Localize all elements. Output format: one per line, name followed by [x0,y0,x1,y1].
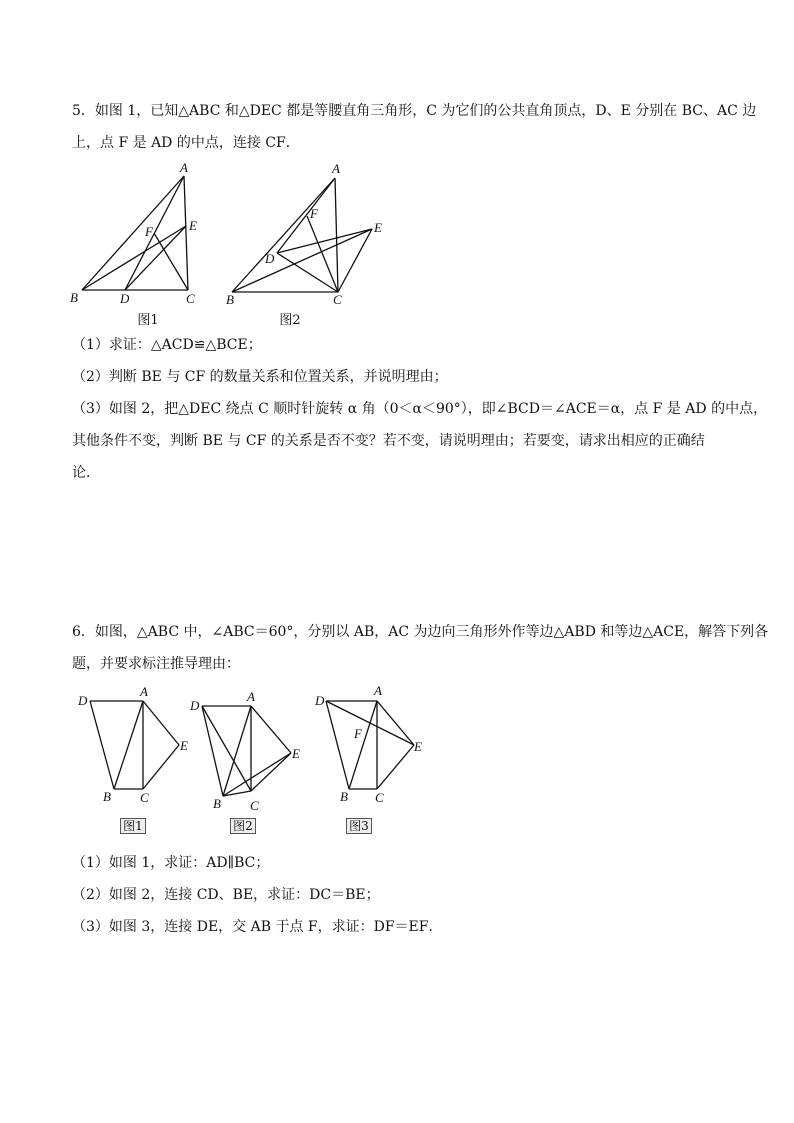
problem6-figure1-caption [118,818,148,834]
point-label-E: E [189,218,197,233]
segment-DB [202,706,223,796]
problem5-figure1 [70,160,210,310]
problem5-figure2 [222,158,392,310]
point-label-F: F [145,224,153,239]
problem5-statement-line1: 5．如图 1，已知△ABC 和△DEC 都是等腰直角三角形，C 为它们的公共直角顶点，D、E 分别在 BC、AC 边 [72,103,757,119]
problem5-figure1-caption: 图1 [137,313,159,328]
segment-DA [277,178,335,253]
segment-FC [307,216,338,292]
problem6-statement-line2: 题，并要求标注推导理由： [72,656,240,672]
segment-AC [335,178,338,292]
point-label-A: A [374,683,382,698]
problem6-figure3 [312,682,432,807]
point-label-D: D [315,693,325,708]
segment-BA [232,178,335,292]
point-label-F: F [354,726,362,741]
problem6-figure1 [76,684,191,809]
segment-CE [143,745,179,789]
segment-DC [277,253,338,292]
point-label-E: E [180,738,188,753]
point-label-D: D [265,251,275,266]
point-label-B: B [226,292,234,307]
problem5-question3-line2: 其他条件不变，判断 BE 与 CF 的关系是否不变？若不变，请说明理由；若要变，请求出相应的正确结 [72,433,705,449]
point-label-D: D [190,698,200,713]
segment-BA [82,176,184,290]
segment-AE [377,701,414,745]
problem6-figure2-caption-label: 图2 [230,818,256,834]
problem6-question1: （1）如图 1，求证：AD∥BC； [72,855,270,871]
point-label-C: C [375,790,384,805]
problem6-question2: （2）如图 2，连接 CD、BE，求证：DC＝BE； [72,887,380,903]
problem6-figure3-caption [344,818,374,834]
segment-DB [90,701,114,789]
problem6-statement-line1: 6．如图，△ABC 中，∠ABC＝60°，分别以 AB，AC 为边向三角形外作等边△ABD 和等边△ACE，解答下列各 [72,624,769,640]
point-label-D: D [78,693,88,708]
segment-AE [143,701,179,745]
segment-AE [251,706,291,753]
point-label-C: C [250,798,259,813]
segment-CE [338,229,372,292]
point-label-B: B [103,789,111,804]
problem5-question3-line3: 论． [72,465,100,481]
segment-CE [251,753,291,791]
point-label-E: E [292,746,300,761]
problem5-figure2-caption: 图2 [279,313,301,328]
point-label-A: A [332,161,340,176]
problem6-figure1-caption-label: 图1 [120,818,146,834]
problem6-question3: （3）如图 3，连接 DE，交 AB 于点 F，求证：DF＝EF． [72,919,443,935]
segment-BE [232,229,372,292]
segment-DE [277,229,372,253]
problem6-figure2-caption [228,818,258,834]
point-label-D: D [120,291,130,306]
point-label-C: C [186,291,195,306]
segment-BA [114,701,143,789]
point-label-A: A [140,684,148,699]
segment-AC [184,176,188,290]
problem6-figure3-caption-label: 图3 [346,818,372,834]
problem5-question2: （2）判断 BE 与 CF 的数量关系和位置关系，并说明理由； [72,369,448,385]
segment-CE [377,745,414,789]
problem5-question1: （1）求证：△ACD≌△BCE； [72,337,262,353]
segment-DC [202,706,251,791]
segment-DE [326,701,414,745]
point-label-C: C [140,790,149,805]
problem5-statement-line2: 上，点 F 是 AD 的中点，连接 CF． [72,135,300,151]
point-label-E: E [414,739,422,754]
point-label-A: A [180,160,188,175]
point-label-B: B [340,789,348,804]
point-label-B: B [213,796,221,811]
point-label-E: E [374,220,382,235]
point-label-A: A [247,689,255,704]
point-label-B: B [70,290,78,305]
problem5-question3-line1: （3）如图 2，把△DEC 绕点 C 顺时针旋转 α 角（0＜α＜90°），即∠BCD＝∠ACE＝α，点 F 是 AD 的中点， [72,401,768,417]
point-label-F: F [310,206,318,221]
problem6-figure2 [188,686,308,814]
segment-DB [326,701,349,789]
point-label-C: C [333,292,342,307]
